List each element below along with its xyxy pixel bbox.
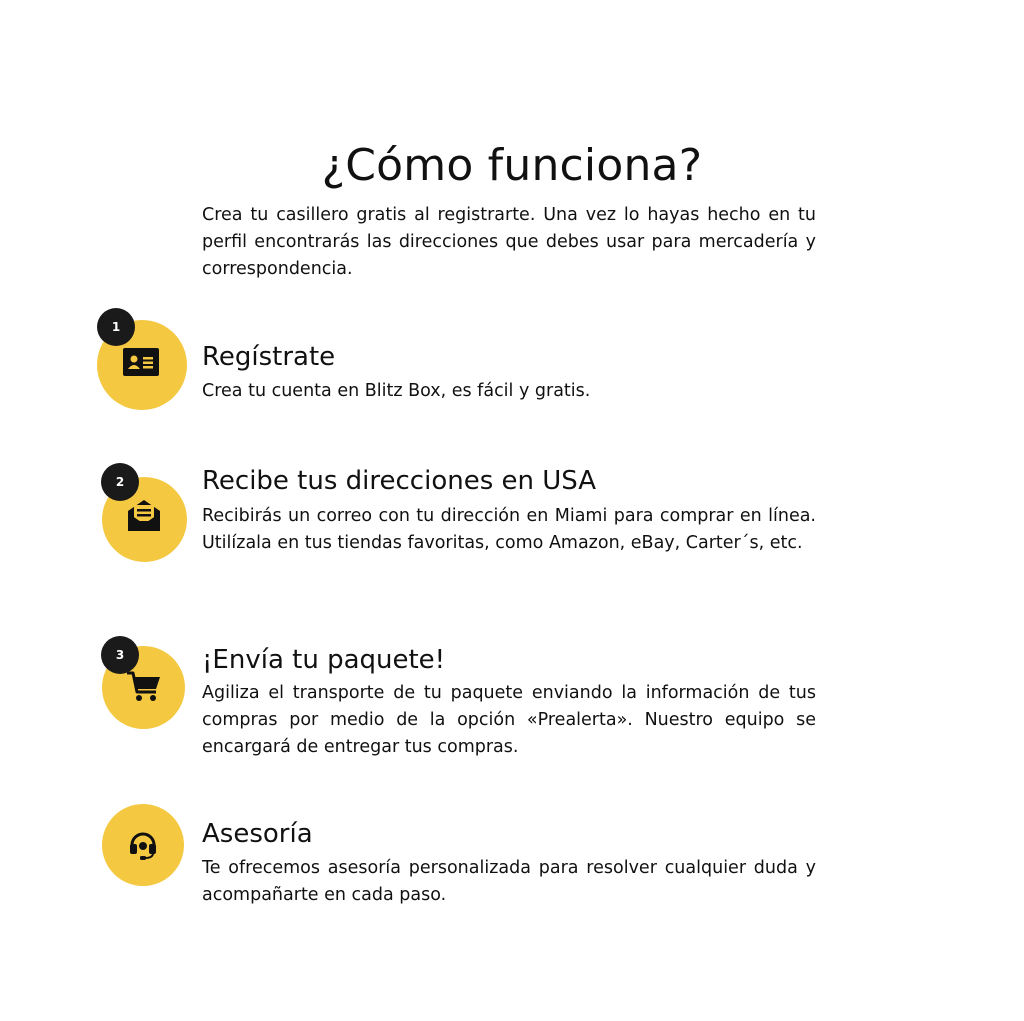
step-4-title: Asesoría xyxy=(202,819,313,849)
page-title: ¿Cómo funciona? xyxy=(321,140,703,191)
step-2-description: Recibirás un correo con tu dirección en Miami para comprar en línea. Utilízala en tus tiendas favoritas, como Amazon, eBay, Carter´s, etc. xyxy=(202,506,816,553)
step-1-description: Crea tu cuenta en Blitz Box, es fácil y gratis. xyxy=(202,381,591,401)
step-3-title: ¡Envía tu paquete! xyxy=(202,645,446,675)
id-card-icon xyxy=(122,346,160,382)
step-3-badge: 3 xyxy=(101,636,139,674)
shopping-cart-icon xyxy=(126,670,162,708)
step-1-title: Regístrate xyxy=(202,342,336,372)
step-2-badge: 2 xyxy=(101,463,139,501)
step-1-badge: 1 xyxy=(97,308,135,346)
headset-icon xyxy=(127,828,159,864)
step-4-description: Te ofrecemos asesoría personalizada para resolver cualquier duda y acompañarte en cada paso. xyxy=(202,858,816,905)
intro-text: Crea tu casillero gratis al registrarte. Una vez lo hayas hecho en tu perfil encontrarás las direcciones que debes usar para mercadería y correspondencia. xyxy=(202,205,816,279)
step-2-title: Recibe tus direcciones en USA xyxy=(202,466,597,496)
step-3-description: Agiliza el transporte de tu paquete enviando la información de tus compras por medio de la opción «Prealerta». Nuestro equipo se encargará de entregar tus compras. xyxy=(202,683,816,757)
envelope-open-icon xyxy=(125,497,163,537)
